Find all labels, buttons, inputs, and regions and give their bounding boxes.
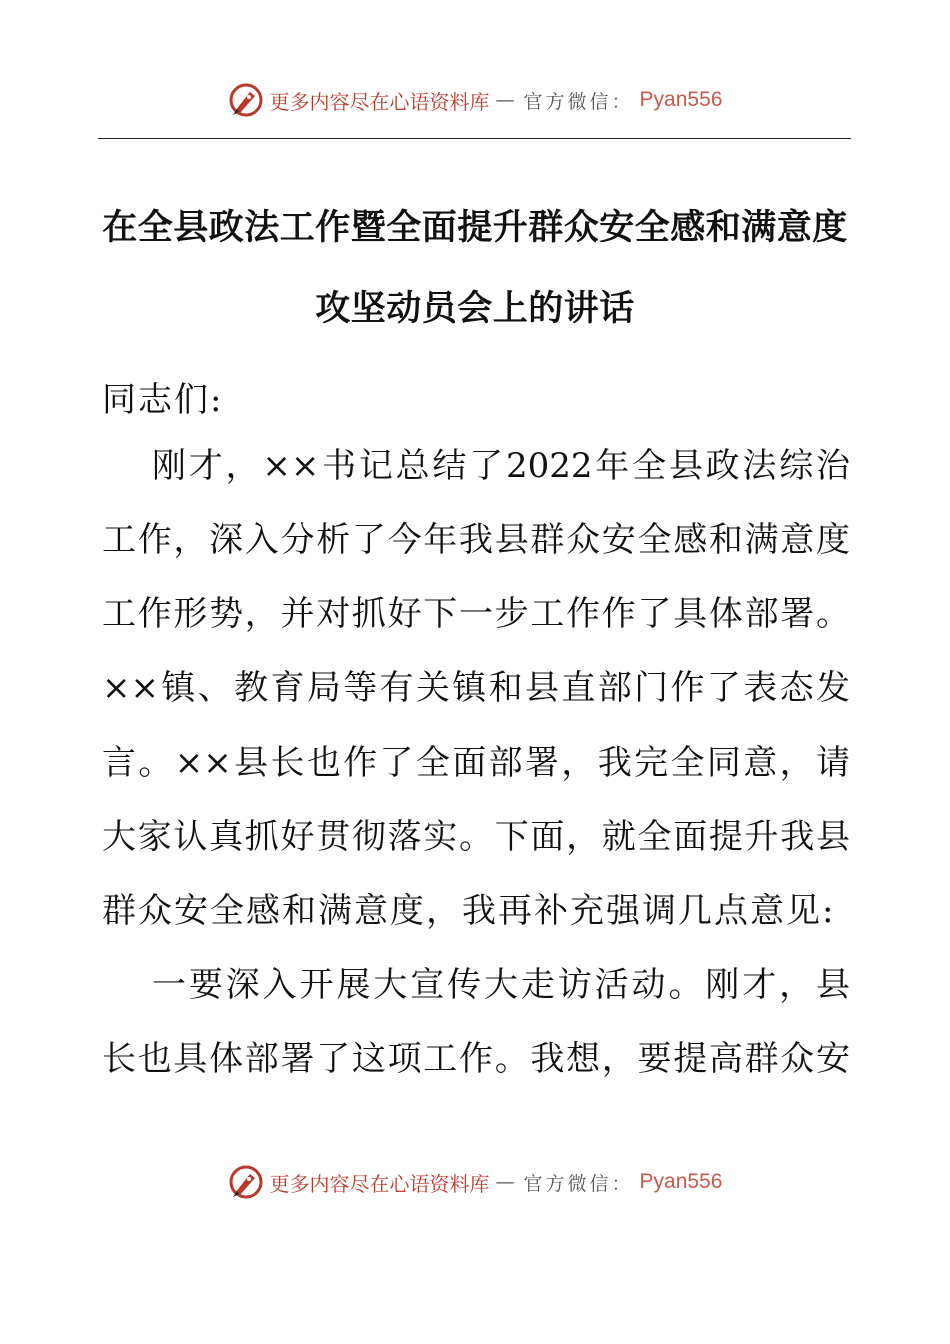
- body-line: 长也具体部署了这项工作。我想，要提高群众安: [102, 1039, 850, 1079]
- pen-nib-logo-icon: [228, 1164, 264, 1200]
- body-line: 工作，深入分析了今年我县群众安全感和满意度: [102, 520, 850, 560]
- watermark-wechat-id: Pyan556: [639, 1170, 723, 1193]
- watermark-separator: —: [495, 89, 518, 111]
- watermark-wechat-id: Pyan556: [639, 88, 723, 111]
- body-line: 言。××县长也作了全面部署，我完全同意，请: [102, 743, 850, 783]
- watermark-separator: —: [495, 1171, 518, 1193]
- document-title-line-2: 攻坚动员会上的讲话: [315, 289, 635, 329]
- body-line: 一要深入开展大宣传大走访活动。刚才，县: [152, 965, 850, 1005]
- salutation: 同志们:: [102, 380, 224, 420]
- body-line: 群众安全感和满意度，我再补充强调几点意见:: [102, 891, 836, 931]
- watermark-brand: 更多内容尽在心语资料库: [269, 89, 490, 114]
- footer-watermark: [0, 1160, 950, 1204]
- pen-nib-logo-icon: [228, 82, 264, 118]
- body-line: 大家认真抓好贯彻落实。下面，就全面提升我县: [102, 817, 850, 857]
- body-line: 刚才，××书记总结了2022年全县政法综治: [152, 446, 850, 486]
- watermark-wechat-label: 官方微信：: [523, 1172, 634, 1195]
- document-title-line-1: 在全县政法工作暨全面提升群众安全感和满意度: [102, 208, 848, 248]
- body-line: 工作形势，并对抓好下一步工作作了具体部署。: [102, 594, 850, 634]
- watermark-brand: 更多内容尽在心语资料库: [269, 1171, 490, 1196]
- header-watermark: [0, 78, 950, 122]
- watermark-wechat-label: 官方微信：: [523, 90, 634, 113]
- body-line: ××镇、教育局等有关镇和县直部门作了表态发: [102, 668, 850, 708]
- header-divider: [98, 138, 851, 139]
